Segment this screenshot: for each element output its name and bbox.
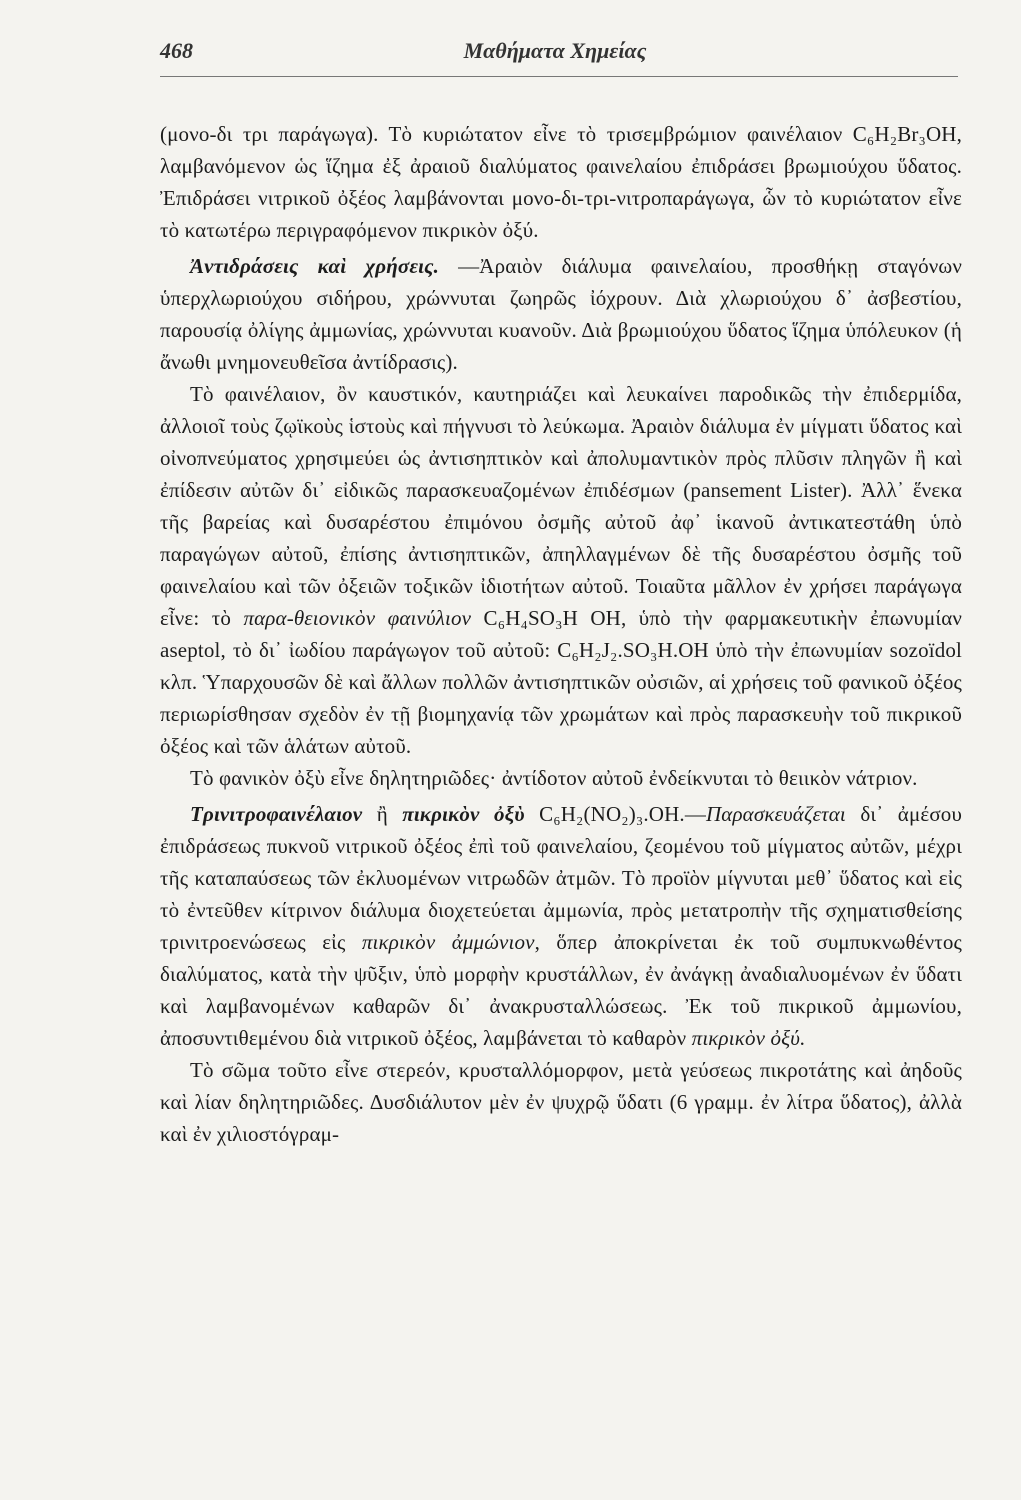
reactions-body: —Ἀραιὸν διάλυμα φαινελαίου, προσθήκῃ σταγόνων ὑπερχλωριούχου σιδήρου, χρώννυται ζωηρῶς ἰόχρουν. Διὰ χλωριούχου δ᾽ ἀσβεστίου, παρουσίᾳ ὀλίγης ἀμμωνίας, χρώννυται κυανοῦν. Διὰ βρωμιούχου ὕδατος ἵζημα ὑπόλευκον (ἡ ἄνωθι μνημονευθεῖσα ἀντίδρασις). <box>160 254 962 374</box>
trinitrophenol-heading: Τρινιτροφαινέλαιον <box>190 802 363 826</box>
page-header <box>160 38 950 68</box>
reactions-heading: Ἀντιδράσεις καὶ χρήσεις. <box>190 254 440 278</box>
trinitrophenol-or: ἢ <box>362 802 403 826</box>
picric-acid-formula: C₆H₂(NO₂)₃.OH.— <box>524 802 706 826</box>
paragraph-antidote <box>160 762 962 794</box>
phenol-derivatives-text: C₆H₄SO₃H OH, ὑπὸ τὴν φαρμακευτικὴν ἐπωνυμίαν aseptol, τὸ δι᾽ ἰωδίου παράγωγον τοῦ αὐτοῦ: C₆H₂J₂.SO₃H.OH ὑπὸ τὴν ἐπωνυμίαν sozoïdol κλπ. Ὑπαρχουσῶν δὲ καὶ ἄλλων πολλῶν ἀντισηπτικῶν οὐσιῶν, αἱ χρήσεις τοῦ φανικοῦ ὀξέος περιωρίσθησαν σχεδὸν ἐν τῇ βιομηχανίᾳ τῶν χρωμάτων καὶ πρὸς παρασκευὴν τοῦ πικρικοῦ ὀξέος καὶ τῶν ἁλάτων αὐτοῦ. <box>160 606 962 758</box>
main-text <box>160 118 962 1150</box>
preparation-body: δι᾽ ἀμέσου ἐπιδράσεως πυκνοῦ νιτρικοῦ ὀξέος ἐπὶ τοῦ φαινελαίου, ζεομένου τοῦ μίγματος αὐτῶν, μέχρι τῆς καταπαύσεως τῶν ἐκλυομένων νιτρωδῶν ἀτμῶν. Τὸ προϊὸν μίγνυται μεθ᾽ ὕδατος καὶ εἰς τὸ ἐντεῦθεν κίτρινον διάλυμα διοχετεύεται ἀμμωνία, πρὸς μετατροπὴν τῆς σχηματισθείσης τρινιτροενώσεως εἰς <box>160 802 962 954</box>
para-thionic-phenyl-term: παρα-θειονικὸν φαινύλιον <box>243 606 472 630</box>
paragraph-phenol-properties <box>160 378 962 762</box>
paragraph-1-text: (μονο-δι τρι παράγωγα). Τὸ κυριώτατον εἶνε τὸ τρισεμβρώμιον φαινέλαιον C₆H₂Br₃OH, λαμβανόμενον ὡς ἵζημα ἐξ ἀραιοῦ διαλύματος φαινελαίου ἐπιδράσει βρωμιούχου ὕδατος. Ἐπιδράσει νιτρικοῦ ὀξέος λαμβάνονται μονο-δι-τρι-νιτροπαράγωγα, ὧν τὸ κυριώτατον εἶνε τὸ κατωτέρω περιγραφόμενον πικρικὸν ὀξύ. <box>160 122 962 242</box>
phenol-properties-text: Τὸ φαινέλαιον, ὂν καυστικόν, καυτηριάζει καὶ λευκαίνει παροδικῶς τὴν ἐπιδερμίδα, ἀλλοιοῖ τοὺς ζῳϊκοὺς ἱστοὺς καὶ πήγνυσι τὸ λεύκωμα. Ἀραιὸν διάλυμα ἐν μίγματι ὕδατος καὶ οἰνοπνεύματος χρησιμεύει ὡς ἀντισηπτικὸν καὶ ἀπολυμαντικὸν πρὸς πλῦσιν πληγῶν ἢ καὶ ἐπίδεσιν αὐτῶν δι᾽ εἰδικῶς παρασκευαζομένων ἐπιδέσμων (pansement Lister). Ἀλλ᾽ ἕνεκα τῆς βαρείας καὶ δυσαρέστου ἐπιμόνου ὀσμῆς αὐτοῦ ἀφ᾽ ἱκανοῦ ἀντικατεστάθη ὑπὸ παραγώγων αὐτοῦ, ἐπίσης ἀντισηπτικῶν, ἀπηλλαγμένων δὲ τῆς δυσαρέστου ὀσμῆς τοῦ φαινελαίου καὶ τῶν ὀξειῶν τοξικῶν ἰδιοτήτων αὐτοῦ. Τοιαῦτα μᾶλλον ἐν χρήσει παράγωγα εἶνε: τὸ <box>160 382 962 630</box>
header-rule <box>160 76 958 77</box>
running-title: Μαθήματα Χημείας <box>463 38 647 63</box>
paragraph-reactions-and-uses <box>160 250 962 378</box>
physical-properties-text: Τὸ σῶμα τοῦτο εἶνε στερεόν, κρυσταλλόμορφον, μετὰ γεύσεως πικροτάτης καὶ ἀηδοῦς καὶ λίαν δηλητηριῶδες. Δυσδιάλυτον μὲν ἐν ψυχρῷ ὕδατι (6 γραμμ. ἐν λίτρα ὕδατος), ἀλλὰ καὶ ἐν χιλιοστόγραμ- <box>160 1058 962 1146</box>
paragraph-physical-properties <box>160 1054 962 1150</box>
paragraph-continuation <box>160 118 962 246</box>
page-number: 468 <box>160 38 193 63</box>
preparation-body-continued: , ὅπερ ἀποκρίνεται ἐκ τοῦ συμπυκνωθέντος διαλύματος, κατὰ τὴν ψῦξιν, ὑπὸ μορφὴν κρυστάλλων, ἐν ἀνάγκῃ ἀναδιαλυομένων ἐν ὕδατι καὶ λαμβανομένων καθαρῶν δι᾽ ἀνακρυσταλλώσεως. Ἐκ τοῦ πικρικοῦ ἀμμωνίου, ἀποσυντιθεμένου διὰ νιτρικοῦ ὀξέος, λαμβάνεται τὸ καθαρὸν <box>160 930 962 1050</box>
picric-acid-heading: πικρικὸν ὀξὺ <box>402 802 525 826</box>
preparation-term: Παρασκευάζεται <box>705 802 846 826</box>
picric-acid-term: πικρικὸν ὀξύ. <box>691 1026 806 1050</box>
paragraph-trinitrophenol <box>160 798 962 1054</box>
ammonium-picrate-term: πικρικὸν ἀμμώνιον <box>361 930 535 954</box>
antidote-text: Τὸ φανικὸν ὀξὺ εἶνε δηλητηριῶδες· ἀντίδοτον αὐτοῦ ἐνδείκνυται τὸ θειικὸν νάτριον. <box>190 766 918 790</box>
